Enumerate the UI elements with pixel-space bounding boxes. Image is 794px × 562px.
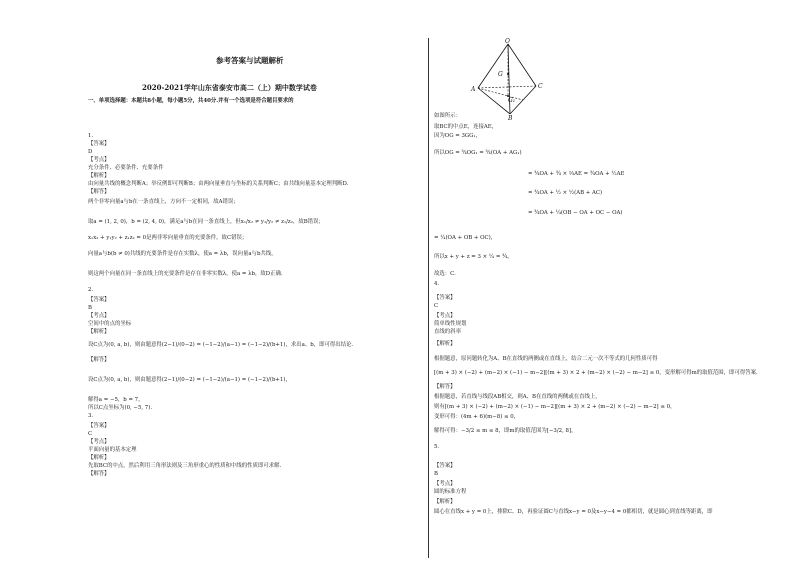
right-line: 故选：C. [434,271,456,277]
left-line: 【解答】 [88,357,110,363]
left-line: 所以C点坐标为(0, −5, 7). [88,405,153,411]
left-line: 向量a与b(b ≠ 0)共线的充要条件是存在实数λ，使a = λb，误向量a与b共线， [88,251,277,257]
left-line: 一、单项选择题：本题共8小题，每小题5分，共40分.并有一个选项是符合题目要求的 [88,98,294,104]
left-line: 设C点为(0, a, b)，则由题意得(2−1)/(0−2) = (−1−2)/(a−1) = (−1−2)/(b+1)，求出a、b，即可得出结论. [88,342,354,348]
left-line: 由向量共线的概念判断A；举反例即可判断B；由两向量垂直与坐标的关系判断C；由共线向量基本定理判断D. [88,181,349,187]
left-line: 【考点】 [88,157,110,163]
right-line: 【解答】 [434,384,456,390]
left-line: 【考点】 [88,313,110,319]
right-line: 则有[(m + 3) × (−2) + (m−2) × (−1) − m−2][(m + 3) × 2 + (m−2) × (−2) − m−2] ≤ 0， [434,404,676,410]
label-C: C [538,83,543,90]
left-line: 1. [88,133,94,139]
left-line: 充分条件、必要条件、充要条件 [88,165,164,171]
right-line: 【答案】 [434,295,456,301]
right-line: 【答案】 [434,463,456,469]
right-line: B [434,471,438,477]
label-B: B [508,115,513,120]
equation-line: = ¾OA + ¾ × ⅔AE = ¾OA + ½AE [528,171,625,177]
right-line: 简单线性规划 [434,321,467,327]
left-line: 【解析】 [88,329,110,335]
right-line: = ¼(OA + OB + OC)， [434,235,497,241]
right-line: 5. [434,444,440,450]
label-O: O [505,38,510,45]
right-line: 根据题意，若直线与线段AB相交，则A、B在直线的两侧或在直线上， [434,394,601,400]
right-line: C [434,303,439,309]
left-line: D [88,149,93,155]
left-line: 则这两个向量在同一条直线上的充要条件是存在非零实数λ，使a = λb，故D正确. [88,271,283,277]
equation-line: = ¾OA + ¼(OB − OA + OC − OA) [528,210,623,216]
right-line: 圆的标准方程 [434,489,467,495]
left-line: 【答案】 [88,141,110,147]
left-line: B [88,305,92,311]
column-divider [428,38,429,558]
left-line: 【解析】 [88,173,110,179]
equation-line: = ¾OA + ½ × ½(AB + AC) [528,190,603,196]
right-line: 【考点】 [434,313,456,319]
tetrahedron-figure [470,38,546,120]
right-line: 所以OG = ¾OG₁ = ¾(OA + AG₁) [434,150,522,156]
left-line: 先取BC的中点，然后利用三角形法则及三角形重心的性质和中线的性质即可求解. [88,463,282,469]
label-A: A [471,86,476,93]
left-line: 【解答】 [88,189,110,195]
label-G1: G₁ [508,97,516,104]
left-line: 【解答】 [88,471,110,477]
right-line: 【考点】 [434,481,456,487]
left-line: 【考点】 [88,439,110,445]
right-line: 根据题意，原问题转化为A、B在直线的两侧或在直线上，结合二元一次不等式的几何性质可得 [434,356,658,362]
right-line: 如图所示： [434,113,461,119]
exam-subtitle: 2020-2021学年山东省泰安市高二（上）期中数学试卷 [142,83,317,92]
right-line: 所以x + y + z = 3 × ¼ = ¾， [434,254,513,260]
right-line: 解得可得：−3/2 ≤ m ≤ 8，即m的取值范围为[−3/2, 8]， [434,428,577,434]
left-line: 【答案】 [88,423,110,429]
left-line: 设C点为(0, a, b)，则由题意得(2−1)/(0−2) = (−1−2)/(a−1) = (−1−2)/(b+1)， [88,377,291,383]
left-line: 平面向量的基本定理 [88,447,137,453]
left-line: 2. [88,287,94,293]
left-line: 解得a = −5，b = 7， [88,397,144,403]
right-line: 圆心在直线x + y = 0上，排除C、D，再验证圆C与直线x−y = 0及x−y−4 = 0都相切，就是圆心到直线等距离，即 [434,509,713,515]
right-line: [(m + 3) × (−2) + (m−2) × (−1) − m−2][(m + 3) × 2 + (m−2) × (−2) − m−2] ≤ 0，变形解可得m的取值范围，即可得答案. [434,370,758,376]
right-line: 因为OG = 3GG₁， [434,133,482,139]
right-line: 取BC的中点E，连接AE， [434,124,498,130]
left-line: x₁x₂ + y₁y₂ + z₁z₂ = 0是两非零向量垂直的充要条件，故C错误； [88,235,248,241]
label-G: G [498,71,503,78]
right-line: 【解析】 [434,341,456,347]
left-line: 两个非零向量a与b在一条直线上，方向不一定相同，故A错误； [88,199,239,205]
left-line: 空间中的点的坐标 [88,321,132,327]
left-line: 【解析】 [88,455,110,461]
right-line: 4. [434,281,440,287]
left-line: 取a = (1, 2, 0)，b = (2, 4, 0)，满足a与b在同一条直线上，但x₁/x₂ ≠ y₁/y₂ ≠ z₁/z₂，故B错误； [88,219,324,225]
right-line: 变形可得：(4m + 6)(m−8) ≤ 0， [434,414,520,420]
left-line: C [88,431,93,437]
page-title: 参考答案与试题解析 [216,56,284,65]
left-line: 【答案】 [88,297,110,303]
right-line: 【解析】 [434,499,456,505]
left-line: 3. [88,413,94,419]
right-line: 直线的斜率 [434,329,461,335]
